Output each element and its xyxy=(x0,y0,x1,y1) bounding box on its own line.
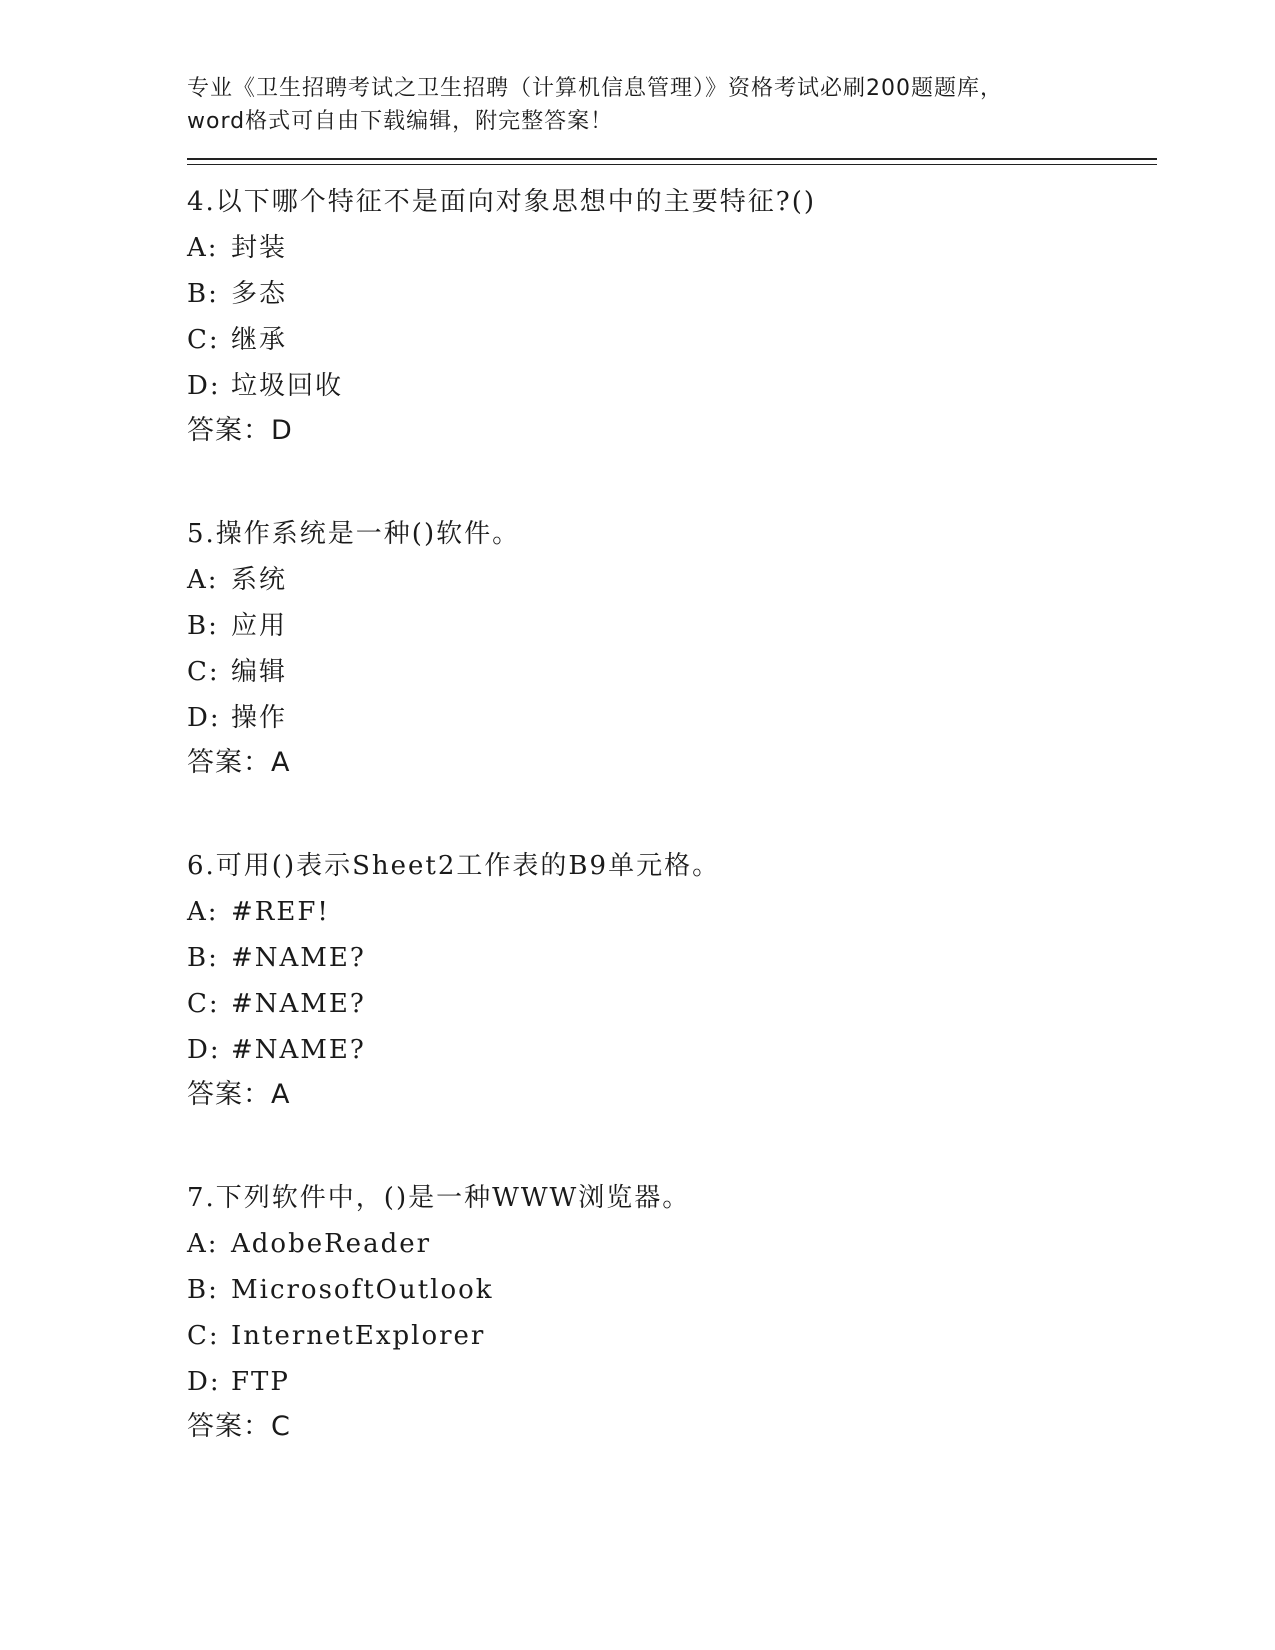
option-c xyxy=(187,317,1157,363)
option-letter: C: xyxy=(187,325,220,355)
option-b xyxy=(187,1267,1157,1313)
option-letter: D: xyxy=(187,371,221,401)
option-a xyxy=(187,557,1157,603)
option-letter: D: xyxy=(187,703,221,733)
question-block xyxy=(187,843,1157,1117)
question-block xyxy=(187,1175,1157,1449)
option-letter: C: xyxy=(187,1321,220,1351)
header-line-2: word格式可自由下载编辑，附完整答案！ xyxy=(187,109,614,134)
option-text: 多态 xyxy=(231,279,288,309)
option-d xyxy=(187,695,1157,741)
option-text: 继承 xyxy=(231,325,288,355)
answer-line: 答案：D xyxy=(187,415,293,446)
option-text: 系统 xyxy=(231,565,288,595)
question-title: 4.以下哪个特征不是面向对象思想中的主要特征?() xyxy=(187,187,817,217)
option-b xyxy=(187,271,1157,317)
option-letter: A: xyxy=(187,233,219,263)
option-letter: B: xyxy=(187,1275,219,1305)
option-letter: C: xyxy=(187,657,220,687)
option-letter: D: xyxy=(187,1035,221,1065)
option-c xyxy=(187,649,1157,695)
answer-line: 答案：C xyxy=(187,1411,291,1442)
option-d xyxy=(187,1359,1157,1405)
option-letter: D: xyxy=(187,1367,221,1397)
option-a xyxy=(187,225,1157,271)
option-text: MicrosoftOutlook xyxy=(231,1275,494,1305)
document-header xyxy=(187,72,1157,138)
option-text: #NAME? xyxy=(231,989,366,1019)
option-d xyxy=(187,363,1157,409)
option-c xyxy=(187,1313,1157,1359)
option-text: #REF! xyxy=(231,897,330,927)
option-c xyxy=(187,981,1157,1027)
option-text: 应用 xyxy=(231,611,288,641)
option-letter: A: xyxy=(187,897,219,927)
option-letter: B: xyxy=(187,943,219,973)
option-letter: B: xyxy=(187,611,219,641)
option-text: AdobeReader xyxy=(231,1229,432,1259)
answer-line: 答案：A xyxy=(187,747,291,778)
option-text: 操作 xyxy=(231,703,288,733)
option-text: 封装 xyxy=(231,233,288,263)
option-letter: B: xyxy=(187,279,219,309)
option-text: InternetExplorer xyxy=(231,1321,486,1351)
option-text: FTP xyxy=(231,1367,290,1397)
question-title: 6.可用()表示Sheet2工作表的B9单元格。 xyxy=(187,851,721,881)
header-line-1: 专业《卫生招聘考试之卫生招聘（计算机信息管理）》资格考试必刷200题题库， xyxy=(187,76,1003,101)
option-text: #NAME? xyxy=(231,1035,366,1065)
header-divider xyxy=(187,158,1157,165)
option-b xyxy=(187,935,1157,981)
question-block xyxy=(187,179,1157,453)
option-text: 垃圾回收 xyxy=(231,371,344,401)
option-letter: C: xyxy=(187,989,220,1019)
answer-line: 答案：A xyxy=(187,1079,291,1110)
option-a xyxy=(187,889,1157,935)
question-block xyxy=(187,511,1157,785)
option-text: 编辑 xyxy=(231,657,288,687)
option-letter: A: xyxy=(187,565,219,595)
option-letter: A: xyxy=(187,1229,219,1259)
option-text: #NAME? xyxy=(231,943,366,973)
question-title: 5.操作系统是一种()软件。 xyxy=(187,519,521,549)
option-d xyxy=(187,1027,1157,1073)
document-page xyxy=(187,72,1157,1449)
option-a xyxy=(187,1221,1157,1267)
option-b xyxy=(187,603,1157,649)
question-title: 7.下列软件中，()是一种WWW浏览器。 xyxy=(187,1183,691,1213)
